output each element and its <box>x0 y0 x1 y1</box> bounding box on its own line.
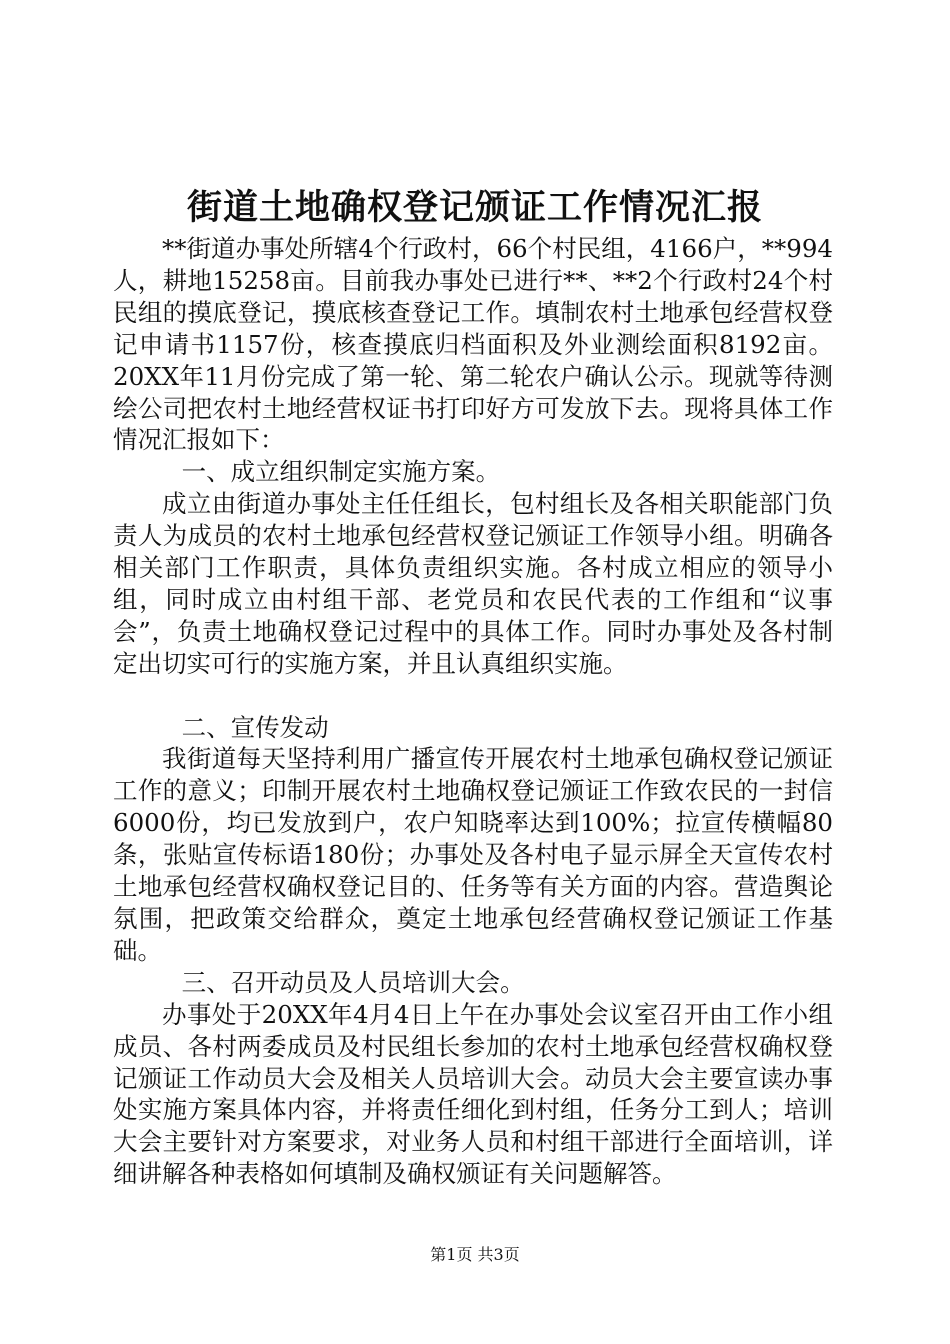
section-heading-2: 二、宣传发动 <box>181 712 329 742</box>
document-title: 街道土地确权登记颁证工作情况汇报 <box>186 187 763 228</box>
paragraph-section-3: 办事处于20XX年4月4日上午在办事处会议室召开由工作小组成员、各村两委成员及村民组长参加的农村土地承包经营权确权登记颁证工作动员大会及相关人员培训大会。动员大会主要宣读办事处实施方案具体内容，并将责任细化到村组，任务分工到人；培训大会主要针对方案要求，对业务人员和村组干部进行全面培训，详细讲解各种表格如何填制及确权颁证有关问题解答。 <box>113 999 833 1189</box>
section-heading-3: 三、召开动员及人员培训大会。 <box>181 967 525 997</box>
paragraph-section-2: 我街道每天坚持利用广播宣传开展农村土地承包确权登记颁证工作的意义；印制开展农村土地确权登记颁证工作致农民的一封信6000份，均已发放到户，农户知晓率达到100%；拉宣传横幅80条，张贴宣传标语180份；办事处及各村电子显示屏全天宣传农村土地承包经营权确权登记目的、任务等有关方面的内容。营造舆论氛围，把政策交给群众，奠定土地承包经营确权登记颁证工作基础。 <box>113 744 833 965</box>
document-body <box>113 233 833 1190</box>
paragraph-section-1: 成立由街道办事处主任任组长，包村组长及各相关职能部门负责人为成员的农村土地承包经营权登记颁证工作领导小组。明确各相关部门工作职责，具体负责组织实施。各村成立相应的领导小组，同时成立由村组干部、老党员和农民代表的工作组和“议事会”，负责土地确权登记过程中的具体工作。同时办事处及各村制定出切实可行的实施方案，并且认真组织实施。 <box>113 489 833 678</box>
paragraph-intro: **街道办事处所辖4个行政村，66个村民组，4166户，**994人，耕地15258亩。目前我办事处已进行**、**2个行政村24个村民组的摸底登记，摸底核查登记工作。填制农村土地承包经营权登记申请书1157份，核查摸底归档面积及外业测绘面积8192亩。20XX年11月份完成了第一轮、第二轮农户确认公示。现就等待测绘公司把农村土地经营权证书打印好方可发放下去。现将具体工作情况汇报如下： <box>113 234 833 455</box>
page-footer: 第1页 共3页 <box>430 1245 520 1264</box>
section-heading-1: 一、成立组织制定实施方案。 <box>181 457 501 487</box>
